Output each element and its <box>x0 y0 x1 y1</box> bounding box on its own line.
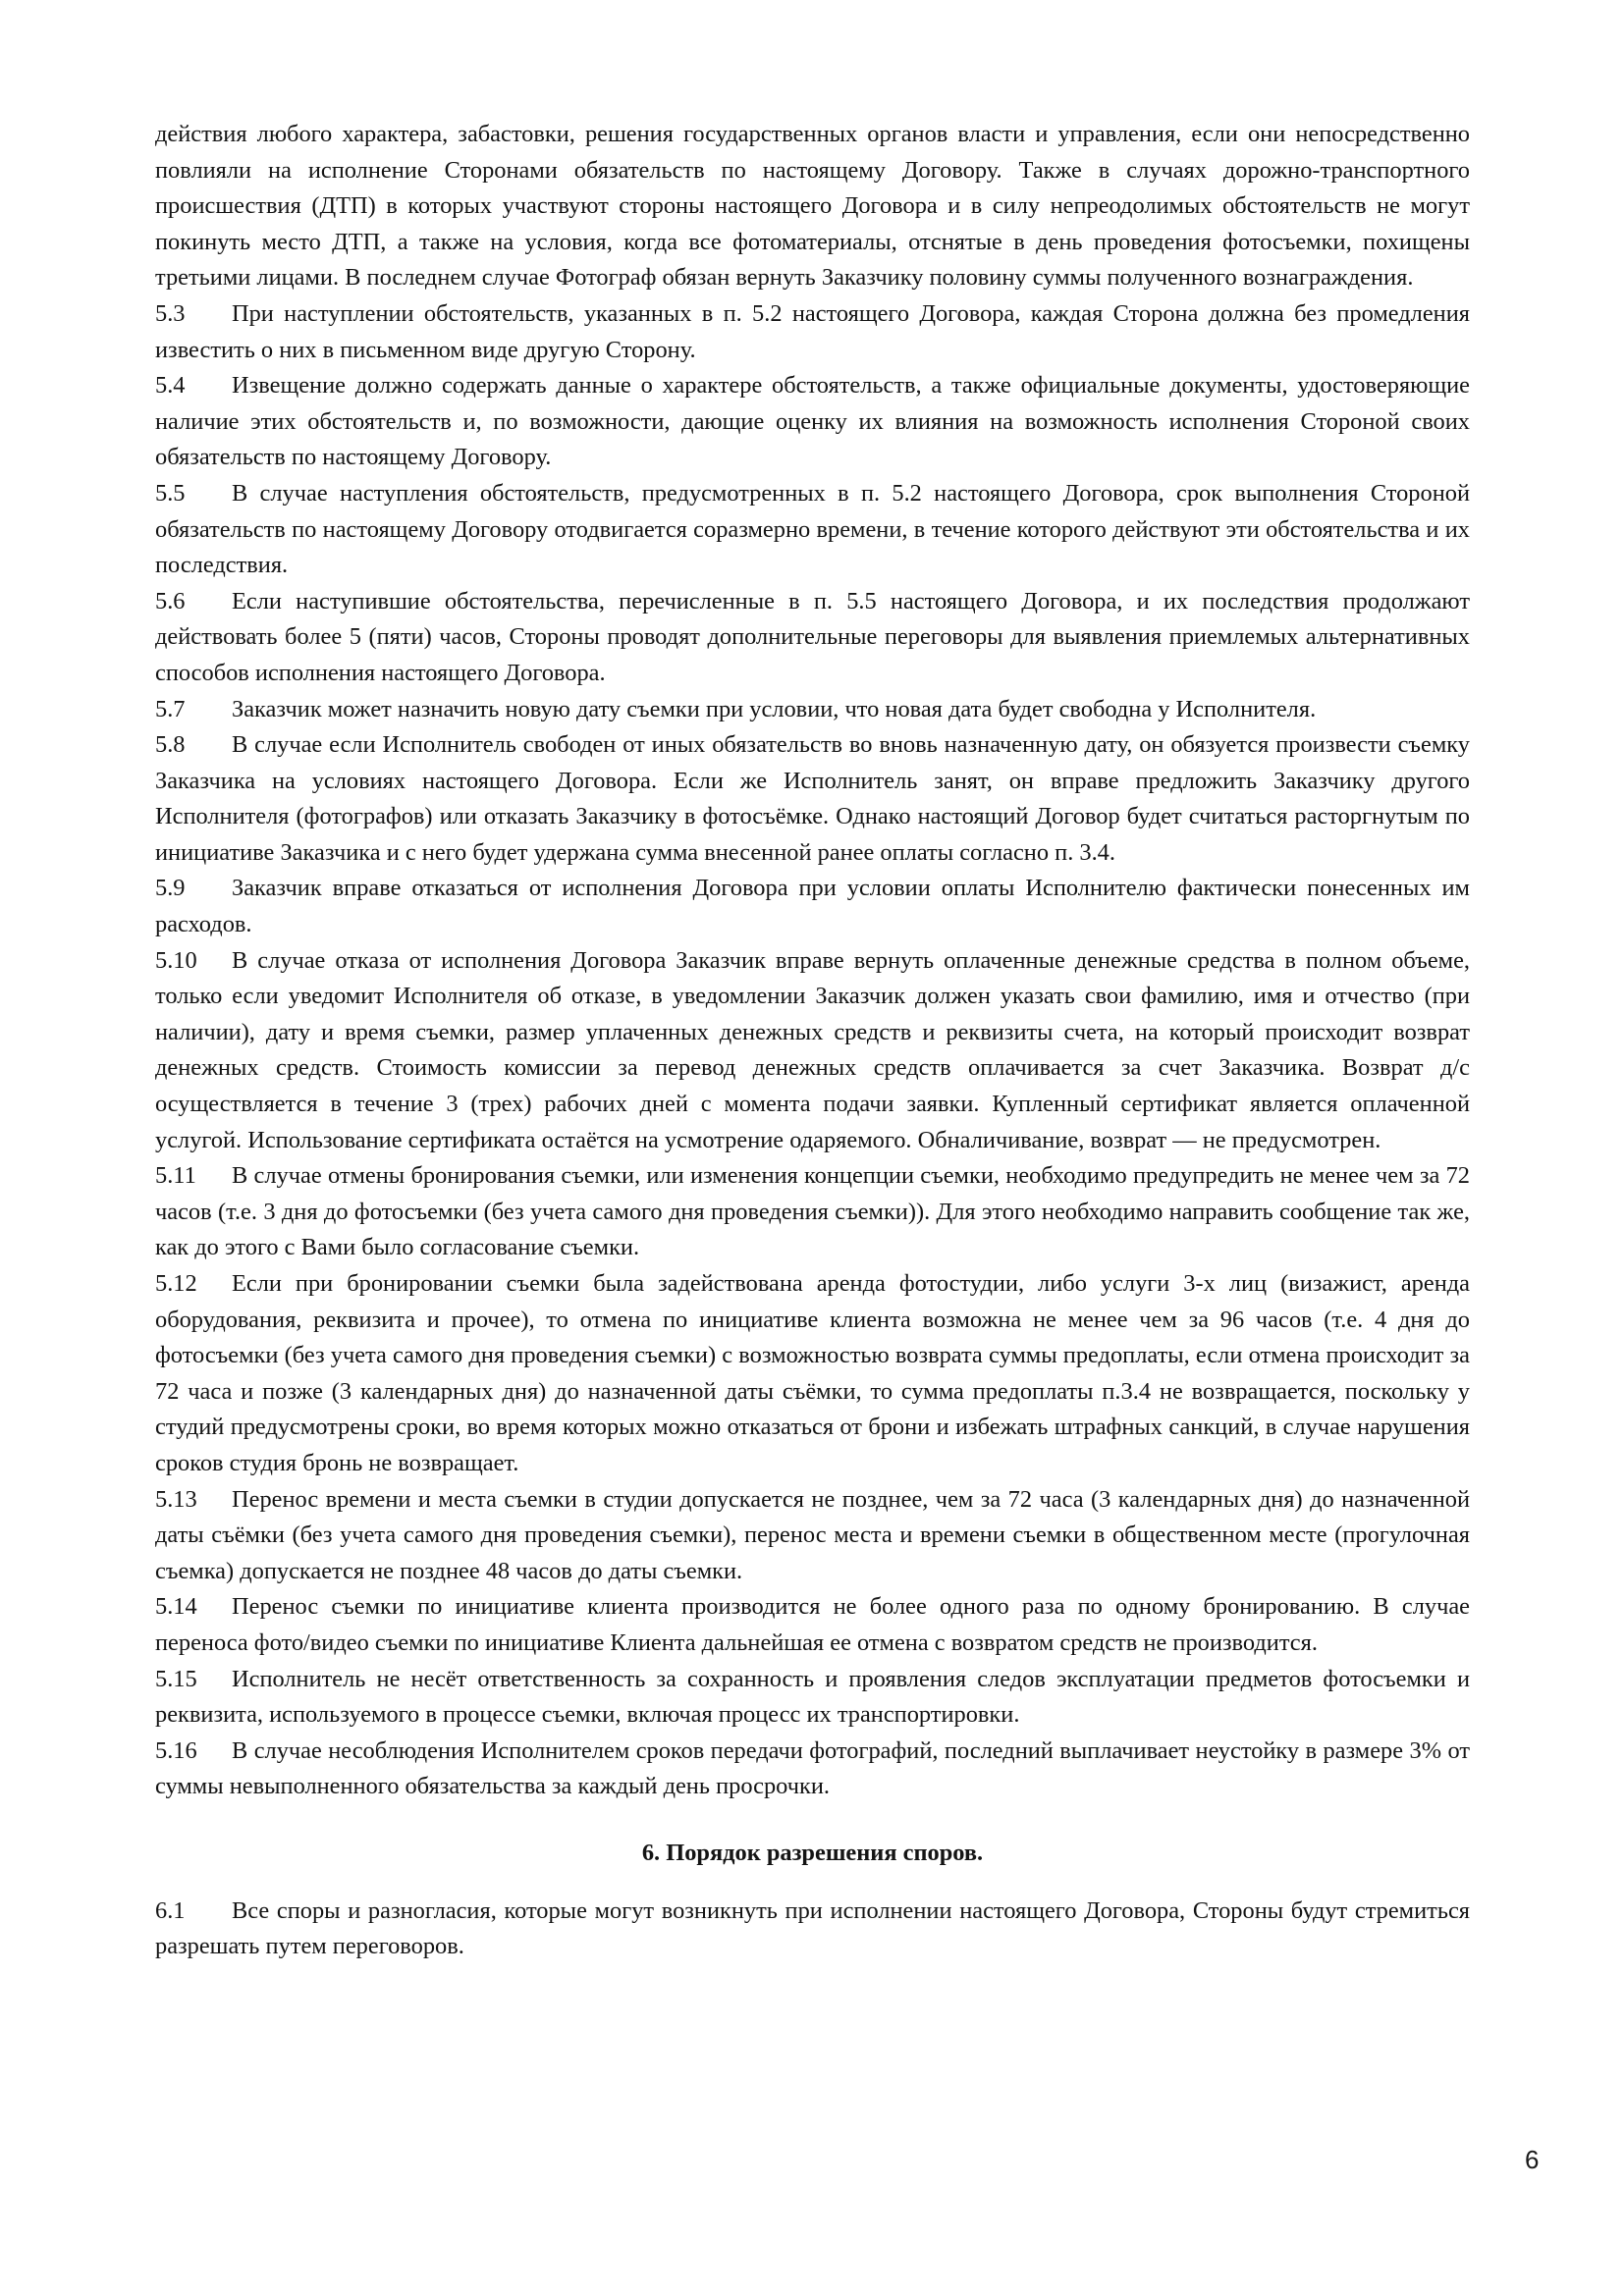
clause-5-4 <box>155 368 1470 476</box>
clause-number: 5.4 <box>155 372 186 400</box>
clause-number: 5.13 <box>155 1485 197 1513</box>
clause-5-6 <box>155 584 1470 692</box>
clause-text: Если при бронировании съемки была задействована аренда фотостудии, либо услуги 3-х лиц (визажист, аренда оборудования, реквизита и прочее), то отмена по инициативе клиента возможна не менее чем за 96 часов (т.е. 4 дня до фотосъемки (без учета самого дня проведения съемки) с возможностью возврата суммы предоплаты, если отмена происходит за 72 часа и позже (3 календарных дня) до назначенной даты съёмки, то сумма предоплаты п.3.4 не возвращается, поскольку у студий предусмотрены сроки, во время которых можно отказаться от брони и избежать штрафных санкций, в случае нарушения сроков студия бронь не возвращает. <box>155 1270 1470 1476</box>
clause-number: 5.16 <box>155 1736 197 1764</box>
clause-number: 5.9 <box>155 875 186 902</box>
clause-text: Все споры и разногласия, которые могут возникнуть при исполнении настоящего Договора, Стороны будут стремиться разрешать путем переговоров. <box>155 1896 1470 1960</box>
clause-text: Заказчик может назначить новую дату съемки при условии, что новая дата будет свободна у Исполнителя. <box>232 695 1317 722</box>
clause-text: Извещение должно содержать данные о характере обстоятельств, а также официальные документы, удостоверяющие наличие этих обстоятельств и, по возможности, дающие оценку их влияния на возможность исполнения Стороной своих обязательств по настоящему Договору. <box>155 372 1470 471</box>
clause-5-8 <box>155 727 1470 871</box>
document-page <box>155 117 1470 1965</box>
clause-number: 5.5 <box>155 479 186 507</box>
clause-text: В случае если Исполнитель свободен от иных обязательств во вновь назначенную дату, он обязуется произвести съемку Заказчика на условиях настоящего Договора. Если же Исполнитель занят, он вправе предложить Заказчику другого Исполнителя (фотографов) или отказать Заказчику в фотосъёмке. Однако настоящий Договор будет считаться расторгнутым по инициативе Заказчика и с него будет удержана сумма внесенной ранее оплаты согласно п. 3.4. <box>155 731 1470 866</box>
clause-number: 5.12 <box>155 1270 197 1297</box>
clause-number: 5.11 <box>155 1162 196 1190</box>
intro-paragraph: действия любого характера, забастовки, решения государственных органов власти и управления, если они непосредственно повлияли на исполнение Сторонами обязательств по настоящему Договору. Также в случаях дорожно-транспортного происшествия (ДТП) в которых участвуют стороны настоящего Договора и в силу непреодолимых обстоятельств не могут покинуть место ДТП, а также на условия, когда все фотоматериалы, отснятые в день проведения фотосъемки, похищены третьими лицами. В последнем случае Фотограф обязан вернуть Заказчику половину суммы полученного вознаграждения. <box>155 121 1470 292</box>
clause-6-1 <box>155 1894 1470 1965</box>
clause-number: 5.10 <box>155 946 197 974</box>
clause-number: 6.1 <box>155 1896 186 1924</box>
clause-number: 5.7 <box>155 695 186 722</box>
clause-number: 5.15 <box>155 1665 197 1692</box>
clause-number: 5.6 <box>155 587 186 614</box>
clause-text: При наступлении обстоятельств, указанных в п. 5.2 настоящего Договора, каждая Сторона должна без промедления известить о них в письменном виде другую Сторону. <box>155 299 1470 363</box>
clause-number: 5.14 <box>155 1593 197 1621</box>
section-5-clauses <box>155 296 1470 1805</box>
clause-5-3 <box>155 296 1470 368</box>
clause-text: Исполнитель не несёт ответственность за сохранность и проявления следов эксплуатации предметов фотосъемки и реквизита, используемого в процессе съемки, включая процесс их транспортировки. <box>155 1665 1470 1729</box>
clause-5-12 <box>155 1266 1470 1482</box>
clause-text: Перенос съемки по инициативе клиента производится не более одного раза по одному бронированию. В случае переноса фото/видео съемки по инициативе Клиента дальнейшая ее отмена с возвратом средств не производится. <box>155 1593 1470 1656</box>
clause-text: Перенос времени и места съемки в студии допускается не позднее, чем за 72 часа (3 календарных дня) до назначенной даты съёмки (без учета самого дня проведения съемки), перенос места и времени съемки в общественном месте (прогулочная съемка) допускается не позднее 48 часов до даты съемки. <box>155 1485 1470 1584</box>
section-6-heading: 6. Порядок разрешения споров. <box>641 1839 984 1866</box>
clause-5-16 <box>155 1734 1470 1805</box>
page-number: 6 <box>1525 2145 1540 2174</box>
clause-5-9 <box>155 871 1470 942</box>
clause-5-11 <box>155 1158 1470 1266</box>
clause-text: Заказчик вправе отказаться от исполнения Договора при условии оплаты Исполнителю фактически понесенных им расходов. <box>155 875 1470 938</box>
clause-5-14 <box>155 1589 1470 1661</box>
clause-5-5 <box>155 476 1470 584</box>
clause-text: Если наступившие обстоятельства, перечисленные в п. 5.5 настоящего Договора, и их последствия продолжают действовать более 5 (пяти) часов, Стороны проводят дополнительные переговоры для выявления приемлемых альтернативных способов исполнения настоящего Договора. <box>155 587 1470 686</box>
clause-text: В случае наступления обстоятельств, предусмотренных в п. 5.2 настоящего Договора, срок выполнения Стороной обязательств по настоящему Договору отодвигается соразмерно времени, в течение которого действуют эти обстоятельства и их последствия. <box>155 479 1470 579</box>
clause-text: В случае несоблюдения Исполнителем сроков передачи фотографий, последний выплачивает неустойку в размере 3% от суммы невыполненного обязательства за каждый день просрочки. <box>155 1736 1470 1800</box>
clause-text: В случае отказа от исполнения Договора Заказчик вправе вернуть оплаченные денежные средства в полном объеме, только если уведомит Исполнителя об отказе, в уведомлении Заказчик должен указать свои фамилию, имя и отчество (при наличии), дату и время съемки, размер уплаченных денежных средств и реквизиты счета, на который происходит возврат денежных средств. Стоимость комиссии за перевод денежных средств оплачивается за счет Заказчика. Возврат д/с осуществляется в течение 3 (трех) рабочих дней с момента подачи заявки. Купленный сертификат является оплаченной услугой. Использование сертификата остаётся на усмотрение одаряемого. Обналичивание, возврат — не предусмотрен. <box>155 946 1470 1153</box>
clause-number: 5.3 <box>155 299 186 327</box>
clause-5-10 <box>155 943 1470 1159</box>
clause-text: В случае отмены бронирования съемки, или изменения концепции съемки, необходимо предупредить не менее чем за 72 часов (т.е. 3 дня до фотосъемки (без учета самого дня проведения съемки)). Для этого необходимо направить сообщение так же, как до этого с Вами было согласование съемки. <box>155 1162 1470 1261</box>
clause-5-15 <box>155 1662 1470 1734</box>
clause-number: 5.8 <box>155 731 186 759</box>
section-6-clauses <box>155 1894 1470 1965</box>
clause-5-7 <box>155 692 1470 728</box>
clause-5-13 <box>155 1482 1470 1590</box>
